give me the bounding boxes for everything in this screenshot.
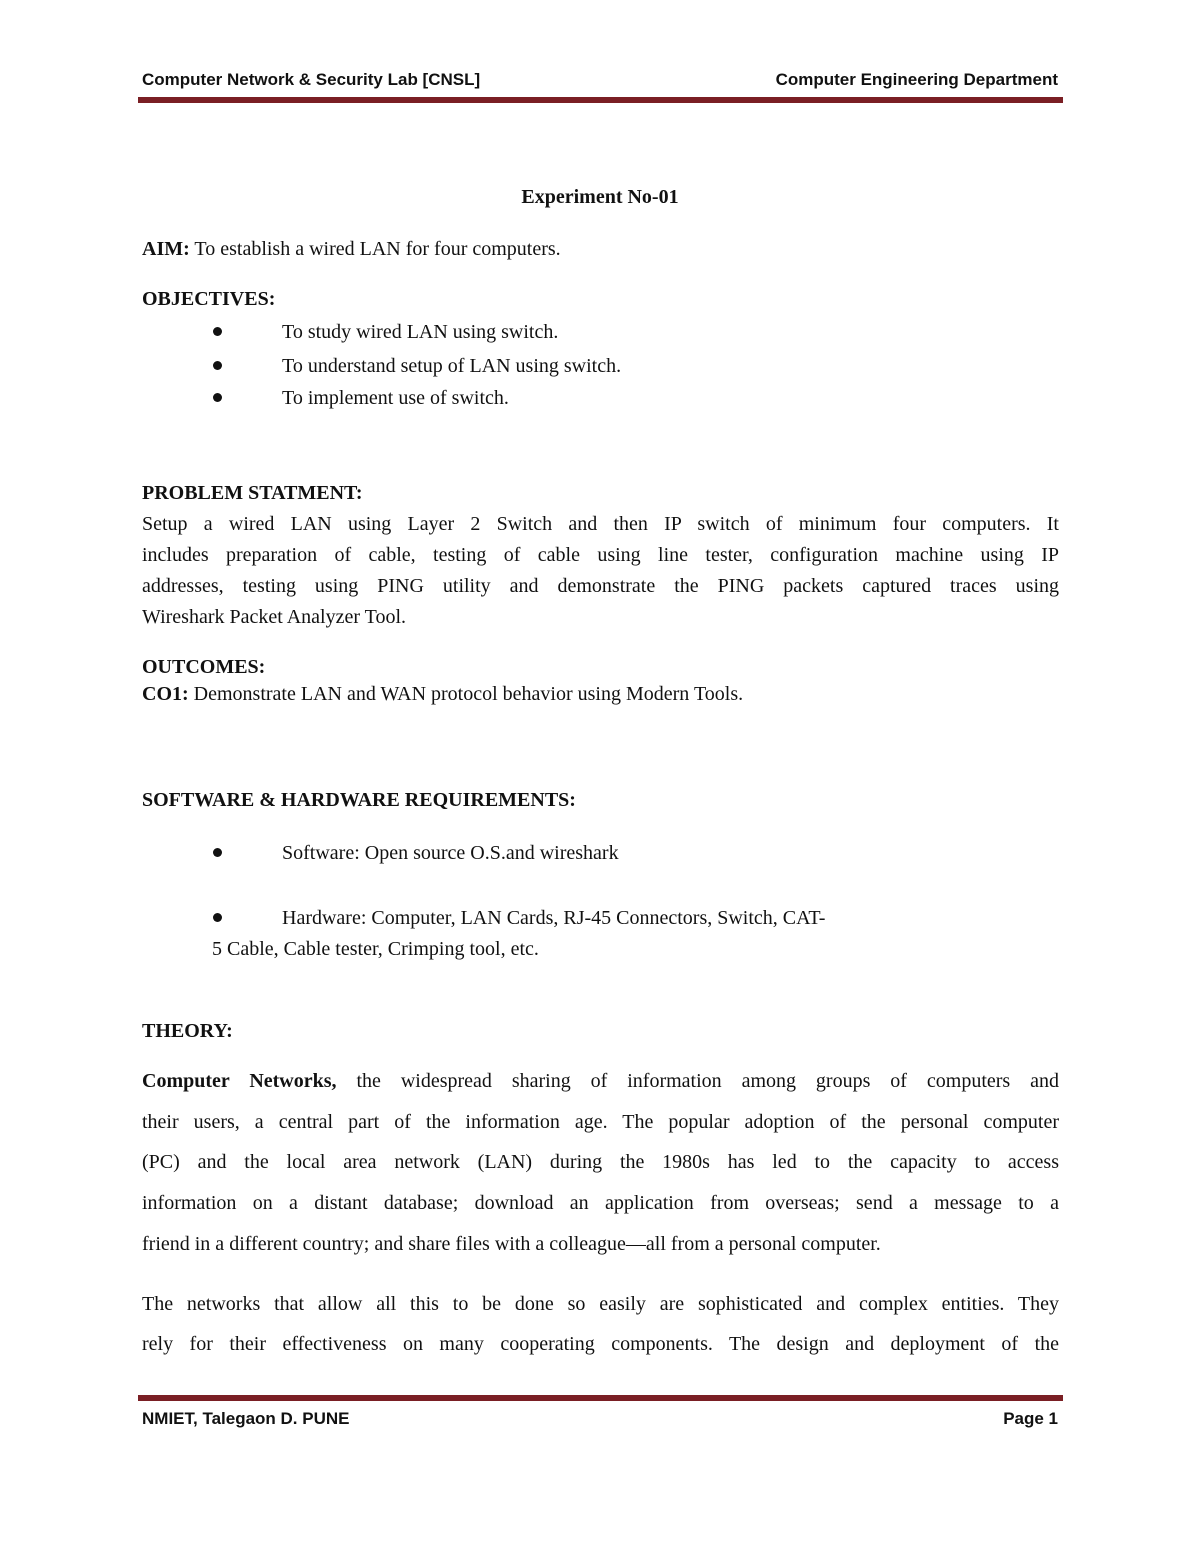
theory-p1-line [142,1069,1059,1093]
hardware-requirement: Hardware: Computer, LAN Cards, RJ-45 Connectors, Switch, CAT- [282,907,826,929]
co1-text: Demonstrate LAN and WAN protocol behavior using Modern Tools. [188,683,744,705]
theory-p1-line: their users, a central part of the information age. The popular adoption of the personal computer [142,1111,1059,1133]
theory-p2-line: rely for their effectiveness on many cooperating components. The design and deployment of the [142,1333,1059,1355]
objectives-heading: OBJECTIVES: [142,288,276,310]
aim-label: AIM: [142,238,190,260]
hardware-requirement-cont: 5 Cable, Cable tester, Crimping tool, etc. [212,938,539,960]
footer-rule [138,1395,1063,1401]
theory-p1-line1-rest: the widespread sharing of information among groups of computers and [336,1070,1060,1092]
theory-term: Computer Networks, [142,1070,337,1092]
bullet-icon [213,393,222,402]
problem-line: Setup a wired LAN using Layer 2 Switch and then IP switch of minimum four computers. It [142,513,1059,535]
page-number: Page 1 [1003,1409,1058,1428]
bullet-icon [213,913,222,922]
aim-text: To establish a wired LAN for four computers. [189,238,561,260]
theory-p1-line: (PC) and the local area network (LAN) during the 1980s has led to the capacity to access [142,1151,1059,1173]
footer-institute: NMIET, Talegaon D. PUNE [142,1409,350,1428]
problem-line: Wireshark Packet Analyzer Tool. [142,606,407,628]
bullet-icon [213,327,222,336]
requirements-heading: SOFTWARE & HARDWARE REQUIREMENTS: [142,789,576,811]
theory-p1-line: information on a distant database; download an application from overseas; send a message to a [142,1192,1059,1214]
software-requirement: Software: Open source O.S.and wireshark [282,842,619,864]
theory-p1-line: friend in a different country; and share files with a colleague—all from a personal computer. [142,1233,881,1255]
bullet-icon [213,361,222,370]
outcome-co1 [142,682,743,706]
problem-heading: PROBLEM STATMENT: [142,482,363,504]
objective-item: To study wired LAN using switch. [282,321,559,343]
header-department: Computer Engineering Department [775,70,1058,89]
objective-item: To understand setup of LAN using switch. [282,355,622,377]
header-rule [138,97,1063,103]
page-title: Experiment No-01 [521,186,679,208]
theory-p2-line: The networks that allow all this to be done so easily are sophisticated and complex entities. They [142,1293,1059,1315]
bullet-icon [213,848,222,857]
header-lab-title: Computer Network & Security Lab [CNSL] [142,70,481,89]
co1-label: CO1: [142,683,189,705]
aim-line [142,237,561,261]
problem-line: includes preparation of cable, testing of cable using line tester, configuration machine using IP [142,544,1059,566]
objective-item: To implement use of switch. [282,387,509,409]
theory-heading: THEORY: [142,1020,233,1042]
problem-line: addresses, testing using PING utility and demonstrate the PING packets captured traces using [142,575,1059,597]
outcomes-heading: OUTCOMES: [142,656,266,678]
